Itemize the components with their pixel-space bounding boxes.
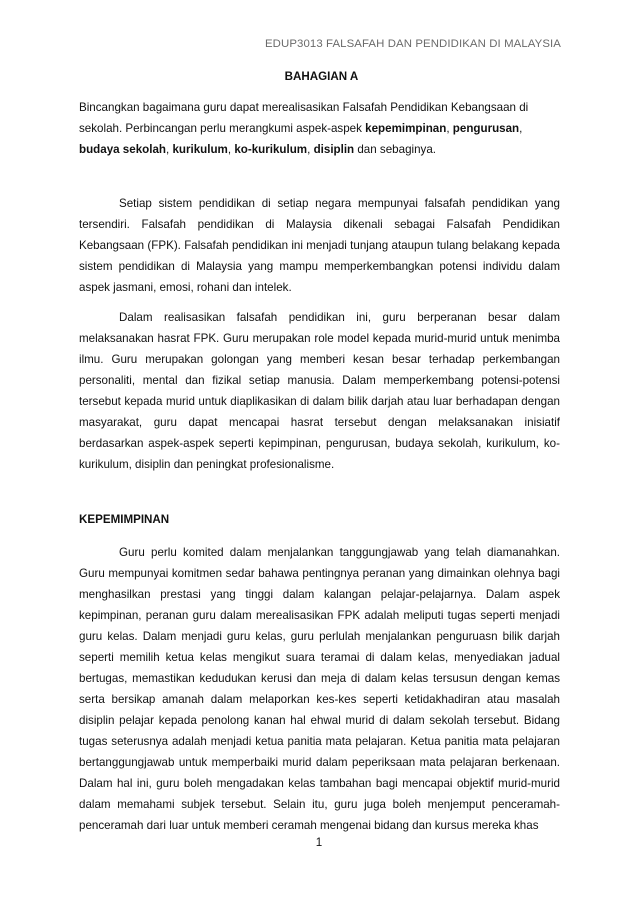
subsection-heading: KEPEMIMPINAN (79, 513, 170, 526)
question-ending: dan sebaginya. (354, 143, 437, 156)
subsection-body: Guru perlu komited dalam menjalankan tanggungjawab yang telah diamanahkan. Guru mempunyai komitmen sedar bahawa pentingnya peranan yang dimainkan olehnya bagi menghasilkan prestasi yang tinggi dalam kalangan pelajar-pelajarnya. Dalam aspek kepimpinan, peranan guru dalam merealisasikan FPK adalah meliputi tugas seperti menjadi guru kelas. Dalam menjadi guru kelas, guru perlulah menjalankan penguruasn bilik darjah seperti memilih ketua kelas mengikut suara teramai di dalam kelas, menyediakan jadual bertugas, memastikan kedudukan kerusi dan meja di dalam kelas tersusun dengan kemas serta bersikap amanah dalam melaporkan kes-kes seperti ketidakhadiran atau masalah disiplin pelajar kepada penolong kanan hal ehwal murid di dalam sekolah tersebut. Bidang tugas seterusnya adalah menjadi ketua panitia mata pelajaran. Ketua panitia mata pelajaran bertanggungjawab untuk memperbaiki murid dalam peperiksaan mata pelajaran berkenaan. Dalam hal ini, guru boleh mengadakan kelas tambahan bagi mencapai objektif murid-murid dalam memahami subjek tersebut. Selain itu, guru juga boleh menjemput penceramah-penceramah dari luar untuk memberi ceramah mengenai bidang dan kursus mereka khas (79, 546, 560, 832)
question-text: Bincangkan bagaimana guru dapat merealisasikan Falsafah Pendidikan Kebangsaan di sekolah. Perbincangan perlu merangkumi aspek-aspek (79, 101, 529, 135)
page-content (79, 66, 560, 836)
question-separator: , (446, 122, 453, 135)
spacer (79, 475, 560, 509)
keyword-budaya-sekolah: budaya sekolah (79, 143, 166, 156)
keyword-kurikulum: kurikulum (172, 143, 228, 156)
question-separator: , (227, 143, 235, 156)
spacer (79, 298, 560, 307)
question-separator: , (307, 143, 314, 156)
keyword-disiplin: disiplin (313, 143, 355, 156)
section-title: BAHAGIAN A (284, 70, 359, 83)
running-header: EDUP3013 FALSAFAH DAN PENDIDIKAN DI MALAYSIA (264, 38, 561, 50)
keyword-pengurusan: pengurusan (452, 122, 520, 135)
keyword-ko-kurikulum: ko-kurikulum (234, 143, 308, 156)
body-paragraph: Setiap sistem pendidikan di setiap negara mempunyai falsafah pendidikan yang tersendiri. Falsafah pendidikan di Malaysia dikenali sebagai Falsafah Pendidikan Kebangsaan (FPK). Falsafah pendidikan ini menjadi tunjang ataupun tulang belakang kepada sistem pendidikan di Malaysia yang mampu memperkembangkan potensi individu dalam aspek jasmani, emosi, rohani dan intelek. (79, 197, 560, 294)
question-separator: , (166, 143, 173, 156)
assignment-question (79, 97, 560, 160)
question-separator: , (519, 122, 523, 135)
page-number: 1 (315, 836, 323, 849)
body-paragraph: Dalam realisasikan falsafah pendidikan ini, guru berperanan besar dalam melaksanakan hasrat FPK. Guru merupakan role model kepada murid-murid untuk menimba ilmu. Guru merupakan golongan yang memberi kesan besar terhadap perkembangan personaliti, mental dan fizikal setiap manusia. Dalam memperkembang potensi-potensi tersebut kepada murid untuk diaplikasikan di dalam bilik darjah atau luar berhadapan dengan masyarakat, guru dapat mencapai hasrat tersebut dengan melaksanakan inisiatif berdasarkan aspek-aspek seperti kepimpinan, pengurusan, budaya sekolah, kurikulum, ko-kurikulum, disiplin dan peningkat profesionalisme. (79, 311, 560, 471)
keyword-kepemimpinan: kepemimpinan (365, 122, 447, 135)
spacer (79, 160, 560, 193)
